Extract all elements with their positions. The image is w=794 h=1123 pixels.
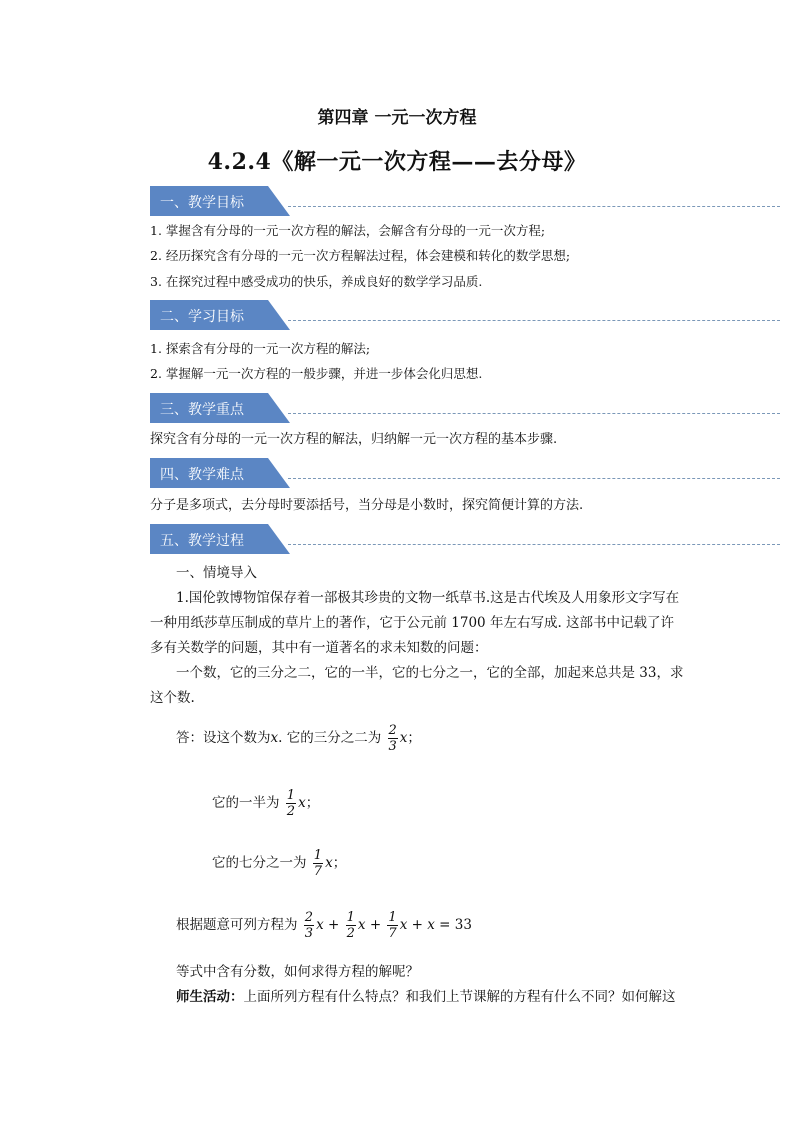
section-title: 五、教学过程 xyxy=(160,533,244,549)
teaching-goal-2: 2. 经历探究含有分母的一元一次方程解法过程，体会建模和转化的数学思想; xyxy=(150,248,571,263)
question-line: 等式中含有分数，如何求得方程的解呢？ xyxy=(176,964,419,980)
section-tab xyxy=(150,186,290,216)
var-x: x xyxy=(427,917,435,933)
dashed-divider xyxy=(288,206,780,207)
answer-mid: . 它的三分之二为 xyxy=(278,730,382,746)
answer-prefix: 答：设这个数为 xyxy=(176,730,271,746)
activity-label: 师生活动： xyxy=(176,989,244,1005)
chapter-heading: 第四章 一元一次方程 xyxy=(317,108,477,128)
plus-sign: + xyxy=(411,917,423,933)
fraction-numerator: 1 xyxy=(286,788,296,803)
var-x: x xyxy=(357,917,366,933)
section-header-key-point xyxy=(150,393,780,423)
section-title: 二、学习目标 xyxy=(160,309,244,325)
equation-prefix: 根据题意可列方程为 xyxy=(176,917,298,933)
sub-heading-intro: 一、情境导入 xyxy=(176,565,257,581)
fraction-two-thirds xyxy=(388,723,398,754)
section-tab xyxy=(150,458,290,488)
section-title: 三、教学重点 xyxy=(160,402,244,418)
dashed-divider xyxy=(288,478,780,479)
activity-line xyxy=(176,987,676,1007)
half-line xyxy=(212,788,319,819)
section-header-learning-goals xyxy=(150,300,780,330)
section-header-teaching-goals xyxy=(150,186,780,216)
fraction-numerator: 2 xyxy=(388,723,397,738)
section-tab xyxy=(150,393,290,423)
fraction-one-seventh xyxy=(313,848,323,879)
equation-end: = 33 xyxy=(439,917,472,933)
fraction-one-half xyxy=(286,788,296,819)
section-tab xyxy=(150,524,290,554)
learning-goal-1: 1. 探索含有分母的一元一次方程的解法; xyxy=(150,341,371,356)
fraction-denominator: 7 xyxy=(388,926,397,941)
var-x: x xyxy=(298,795,306,811)
story-line-1: 1.国伦敦博物馆保存着一部极其珍贵的文物一纸草书.这是古代埃及人用象形文字写在 xyxy=(176,590,680,606)
fraction-denominator: 2 xyxy=(346,926,355,941)
fraction-denominator: 3 xyxy=(304,926,314,941)
problem-line-2: 这个数. xyxy=(150,690,195,706)
semicolon: ； xyxy=(332,855,347,871)
learning-goal-2: 2. 掌握解一元一次方程的一般步骤，并进一步体会化归思想. xyxy=(150,366,483,381)
seventh-prefix: 它的七分之一为 xyxy=(212,855,307,871)
var-x: x xyxy=(316,917,324,933)
section-title: 四、教学难点 xyxy=(160,467,244,483)
fraction-denominator: 7 xyxy=(313,864,323,879)
key-point-text: 探究含有分母的一元一次方程的解法，归纳解一元一次方程的基本步骤. xyxy=(150,432,558,447)
problem-line-1: 一个数，它的三分之二，它的一半，它的七分之一，它的全部，加起来总共是 33，求 xyxy=(176,665,684,681)
fraction-one-half xyxy=(346,910,356,941)
fraction-numerator: 1 xyxy=(313,848,323,863)
fraction-numerator: 1 xyxy=(388,910,397,925)
half-prefix: 它的一半为 xyxy=(212,795,280,811)
answer-var: x xyxy=(270,730,279,746)
var-x: x xyxy=(325,855,333,871)
lesson-title: 4.2.4《解一元一次方程——去分母》 xyxy=(207,149,587,175)
activity-text: 上面所列方程有什么特点？和我们上节课解的方程有什么不同？如何解这 xyxy=(243,989,676,1005)
story-line-2: 一种用纸莎草压制成的草片上的著作，它于公元前 1700 年左右写成. 这部书中记载了许 xyxy=(150,615,675,631)
teaching-goal-3: 3. 在探究过程中感受成功的快乐，养成良好的数学学习品质. xyxy=(150,274,483,289)
teaching-goal-1: 1. 掌握含有分母的一元一次方程的解法，会解含有分母的一元一次方程; xyxy=(150,223,546,238)
semicolon: ； xyxy=(407,730,421,746)
answer-line xyxy=(176,723,421,754)
story-line-3: 多有关数学的问题，其中有一道著名的求未知数的问题： xyxy=(150,640,488,656)
fraction-numerator: 1 xyxy=(346,910,355,925)
fraction-two-thirds xyxy=(304,910,314,941)
fraction-denominator: 3 xyxy=(388,739,397,754)
fraction-one-seventh xyxy=(387,910,397,941)
var-x: x xyxy=(399,730,408,746)
semicolon: ； xyxy=(305,795,320,811)
seventh-line xyxy=(212,848,346,879)
difficulty-text: 分子是多项式，去分母时要添括号，当分母是小数时，探究简便计算的方法. xyxy=(150,498,584,513)
dashed-divider xyxy=(288,320,780,321)
plus-sign: + xyxy=(369,917,382,933)
dashed-divider xyxy=(288,413,780,414)
var-x: x xyxy=(399,917,408,933)
fraction-denominator: 2 xyxy=(286,804,296,819)
section-header-difficulty xyxy=(150,458,780,488)
plus-sign: + xyxy=(328,917,340,933)
section-tab xyxy=(150,300,290,330)
fraction-numerator: 2 xyxy=(304,910,314,925)
section-title: 一、教学目标 xyxy=(160,195,244,211)
dashed-divider xyxy=(288,544,780,545)
section-header-process xyxy=(150,524,780,554)
equation-line xyxy=(176,910,472,941)
